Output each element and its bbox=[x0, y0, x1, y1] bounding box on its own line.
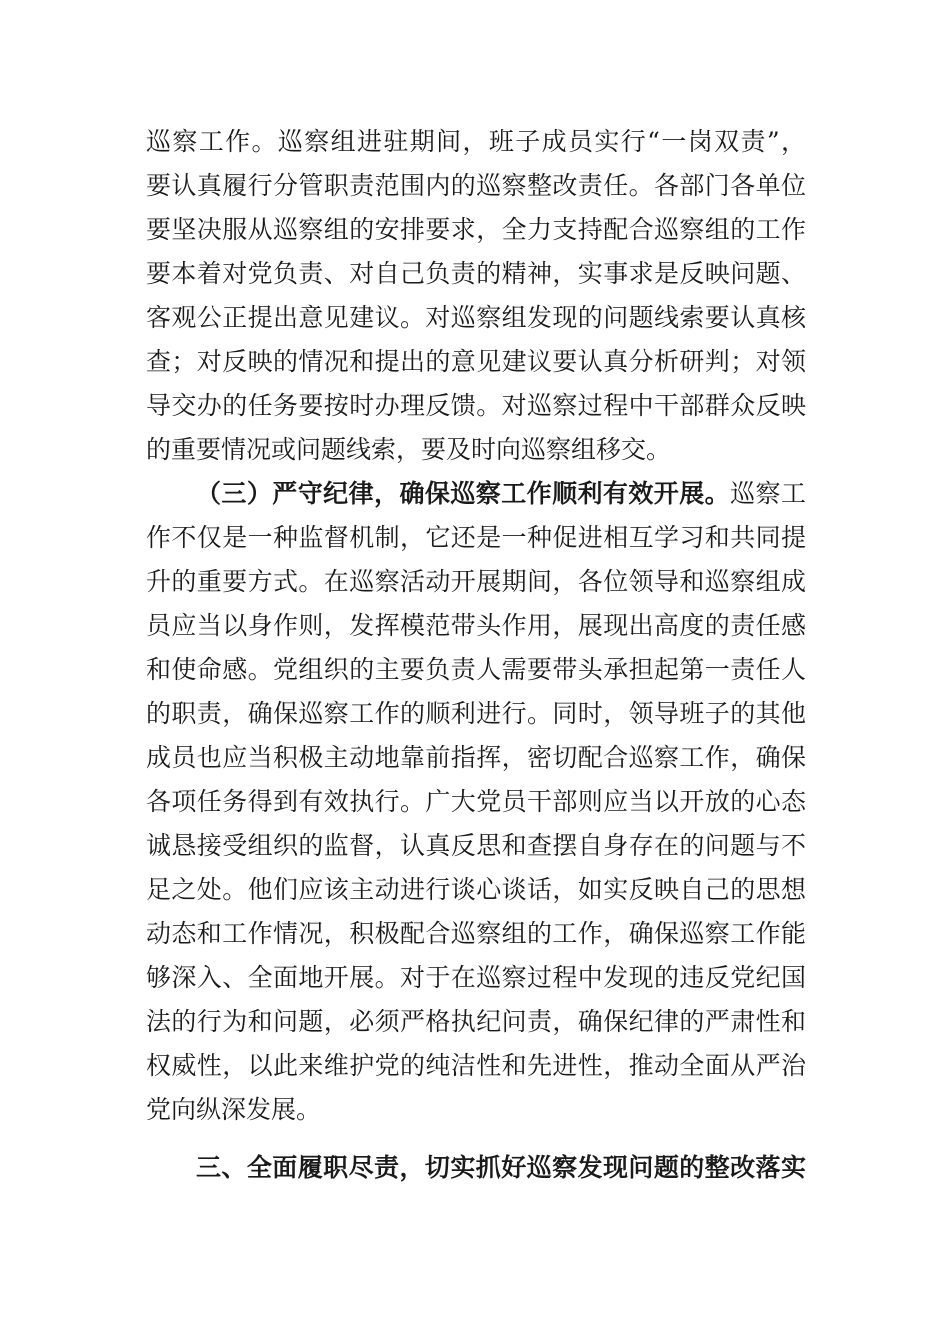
body-line: 党向纵深发展。 bbox=[146, 1095, 322, 1124]
body-line: 查；对反映的情况和提出的意见建议要认真分析研判；对领 bbox=[146, 347, 806, 376]
body-line: 要认真履行分管职责范围内的巡察整改责任。各部门各单位 bbox=[146, 171, 806, 200]
body-line: 的重要情况或问题线索，要及时向巡察组移交。 bbox=[146, 435, 672, 464]
body-line: 够深入、全面地开展。对于在巡察过程中发现的违反党纪国 bbox=[146, 963, 806, 992]
body-line: 诚恳接受组织的监督，认真反思和查摆自身存在的问题与不 bbox=[146, 831, 806, 860]
body-line: 升的重要方式。在巡察活动开展期间，各位领导和巡察组成 bbox=[146, 567, 806, 596]
body-line: 员应当以身作则，发挥模范带头作用，展现出高度的责任感 bbox=[146, 611, 806, 640]
body-line: 动态和工作情况，积极配合巡察组的工作，确保巡察工作能 bbox=[146, 919, 806, 948]
section-three-first-line bbox=[196, 474, 806, 514]
body-line: 法的行为和问题，必须严格执纪问责，确保纪律的严肃性和 bbox=[146, 1007, 806, 1036]
section-three-first-rest: 巡察工 bbox=[730, 479, 806, 508]
body-line: 巡察工作。巡察组进驻期间，班子成员实行“一岗双责”， bbox=[146, 127, 806, 156]
body-line: 作不仅是一种监督机制，它还是一种促进相互学习和共同提 bbox=[146, 523, 806, 552]
body-line: 导交办的任务要按时办理反馈。对巡察过程中干部群众反映 bbox=[146, 391, 806, 420]
body-line: 的职责，确保巡察工作的顺利进行。同时，领导班子的其他 bbox=[146, 699, 806, 728]
body-line: 成员也应当积极主动地靠前指挥，密切配合巡察工作，确保 bbox=[146, 743, 806, 772]
body-line: 要坚决服从巡察组的安排要求，全力支持配合巡察组的工作 bbox=[146, 215, 806, 244]
body-line: 客观公正提出意见建议。对巡察组发现的问题线索要认真核 bbox=[146, 303, 806, 332]
body-line: 权威性，以此来维护党的纯洁性和先进性，推动全面从严治 bbox=[146, 1051, 806, 1080]
body-line: 和使命感。党组织的主要负责人需要带头承担起第一责任人 bbox=[146, 655, 806, 684]
body-line: 足之处。他们应该主动进行谈心谈话，如实反映自己的思想 bbox=[146, 875, 806, 904]
body-line: 要本着对党负责、对自己负责的精神，实事求是反映问题、 bbox=[146, 259, 806, 288]
section-three-lead: （三）严守纪律，确保巡察工作顺利有效开展。 bbox=[196, 479, 731, 508]
section-heading: 三、全面履职尽责，切实抓好巡察发现问题的整改落实 bbox=[196, 1153, 806, 1182]
body-line: 各项任务得到有效执行。广大党员干部则应当以开放的心态 bbox=[146, 787, 806, 816]
